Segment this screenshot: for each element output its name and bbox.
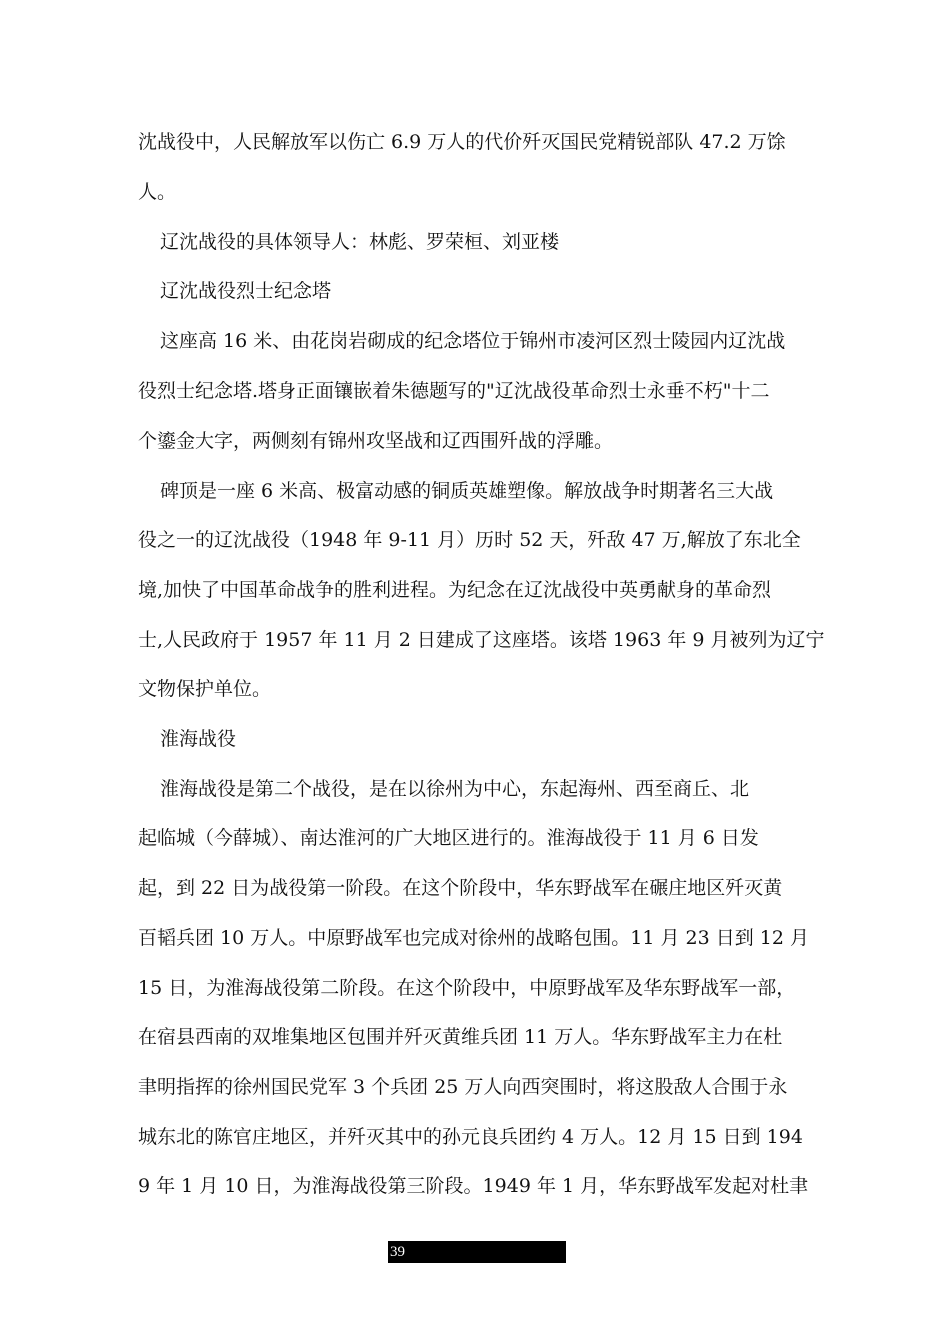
text-line: 15 日，为淮海战役第二阶段。在这个阶段中，中原野战军及华东野战军一部， xyxy=(138,977,796,999)
text-line: 境,加快了中国革命战争的胜利进程。为纪念在辽沈战役中英勇献身的革命烈 xyxy=(138,579,772,601)
text-line: 起，到 22 日为战役第一阶段。在这个阶段中，华东野战军在碾庄地区歼灭黄 xyxy=(138,877,783,899)
page-number-label: 39 xyxy=(390,1244,405,1260)
text-line: 起临城（今薛城）、南达淮河的广大地区进行的。淮海战役于 11 月 6 日发 xyxy=(138,827,759,849)
text-line: 士,人民政府于 1957 年 11 月 2 日建成了这座塔。该塔 1963 年 9 月被列为辽宁 xyxy=(138,629,825,651)
text-line: 城东北的陈官庄地区，并歼灭其中的孙元良兵团约 4 万人。12 月 15 日到 194 xyxy=(138,1126,803,1148)
text-line: 在宿县西南的双堆集地区包围并歼灭黄维兵团 11 万人。华东野战军主力在杜 xyxy=(138,1026,783,1048)
text-line: 人。 xyxy=(138,181,177,203)
section-heading: 辽沈战役烈士纪念塔 xyxy=(160,280,332,302)
text-line: 役烈士纪念塔.塔身正面镶嵌着朱德题写的"辽沈战役革命烈士永垂不朽"十二 xyxy=(138,380,770,402)
page-number xyxy=(388,1241,566,1263)
text-line: 淮海战役是第二个战役，是在以徐州为中心，东起海州、西至商丘、北 xyxy=(160,778,750,800)
text-line: 文物保护单位。 xyxy=(138,678,272,700)
text-line: 聿明指挥的徐州国民党军 3 个兵团 25 万人向西突围时，将这股敌人合围于永 xyxy=(138,1076,788,1098)
text-line: 辽沈战役的具体领导人：林彪、罗荣桓、刘亚楼 xyxy=(160,231,560,253)
text-line: 役之一的辽沈战役（1948 年 9-11 月）历时 52 天，歼敌 47 万,解放了东北全 xyxy=(138,529,801,551)
text-line: 个鎏金大字，两侧刻有锦州攻坚战和辽西围歼战的浮雕。 xyxy=(138,430,614,452)
text-line: 9 年 1 月 10 日，为淮海战役第三阶段。1949 年 1 月，华东野战军发起对杜聿 xyxy=(138,1175,809,1197)
section-heading: 淮海战役 xyxy=(160,728,237,750)
text-line: 这座高 16 米、由花岗岩砌成的纪念塔位于锦州市凌河区烈士陵园内辽沈战 xyxy=(160,330,786,352)
text-line: 百韬兵团 10 万人。中原野战军也完成对徐州的战略包围。11 月 23 日到 12 月 xyxy=(138,927,809,949)
text-line: 沈战役中，人民解放军以伤亡 6.9 万人的代价歼灭国民党精锐部队 47.2 万馀 xyxy=(138,131,786,153)
text-line: 碑顶是一座 6 米高、极富动感的铜质英雄塑像。解放战争时期著名三大战 xyxy=(160,480,774,502)
